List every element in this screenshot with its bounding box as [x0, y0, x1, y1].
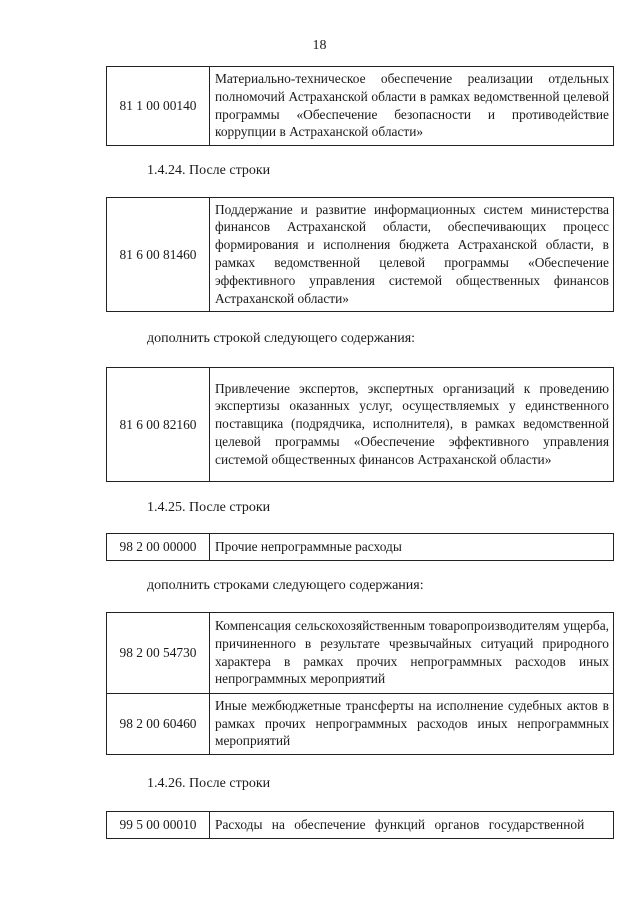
- page-number: 18: [312, 38, 327, 53]
- table-row: [107, 694, 614, 755]
- expense-description: Компенсация сельскохозяйственным товаропроизводителям ущерба, причиненного в результате чрезвычайных ситуаций природного характера в рамках прочих непрограммных расходов иных непрограммных мероприятий: [210, 613, 614, 694]
- budget-code: 98 2 00 60460: [107, 694, 210, 755]
- code-table: [106, 197, 614, 312]
- expense-description: Иные межбюджетные трансферты на исполнение судебных актов в рамках прочих непрограммных расходов иных непрограммных мероприятий: [210, 694, 614, 755]
- table-row: [107, 67, 614, 146]
- expense-description: Привлечение экспертов, экспертных организаций к проведению экспертизы оказанных услуг, осуществляемых у единственного поставщика (подрядчика, исполнителя), в рамках ведомственной целевой программы «Обеспечение эффективного управления системой общественных финансов Астраханской области»: [210, 368, 614, 482]
- section-heading-1-4-25: 1.4.25. После строки: [147, 500, 271, 515]
- expense-description: Расходы на обеспечение функций органов государственной: [210, 812, 614, 839]
- code-table: [106, 811, 614, 839]
- table-row: [107, 198, 614, 312]
- budget-code: 98 2 00 54730: [107, 613, 210, 694]
- table-row: [107, 812, 614, 839]
- code-table: [106, 367, 614, 482]
- table-row: [107, 368, 614, 482]
- section-heading-1-4-24: 1.4.24. После строки: [147, 163, 271, 178]
- expense-description: Материально-техническое обеспечение реализации отдельных полномочий Астраханской области в рамках ведомственной целевой программы «Обеспечение безопасности и противодействие коррупции в Астраханской области»: [210, 67, 614, 146]
- table-row: [107, 534, 614, 561]
- budget-code: 81 6 00 82160: [107, 368, 210, 482]
- expense-description: Прочие непрограммные расходы: [210, 534, 614, 561]
- code-table: [106, 612, 614, 755]
- instruction-add-row: дополнить строкой следующего содержания:: [147, 331, 416, 346]
- budget-code: 81 6 00 81460: [107, 198, 210, 312]
- budget-code: 99 5 00 00010: [107, 812, 210, 839]
- table-row: [107, 613, 614, 694]
- section-heading-1-4-26: 1.4.26. После строки: [147, 776, 271, 791]
- budget-code: 98 2 00 00000: [107, 534, 210, 561]
- budget-code: 81 1 00 00140: [107, 67, 210, 146]
- instruction-add-rows: дополнить строками следующего содержания:: [147, 578, 424, 593]
- code-table: [106, 66, 614, 146]
- expense-description: Поддержание и развитие информационных систем министерства финансов Астраханской области, обеспечивающих процесс формирования и исполнения бюджета Астраханской области, в рамках ведомственной целевой программы «Обеспечение эффективного управления системой общественных финансов Астраханской области»: [210, 198, 614, 312]
- code-table: [106, 533, 614, 561]
